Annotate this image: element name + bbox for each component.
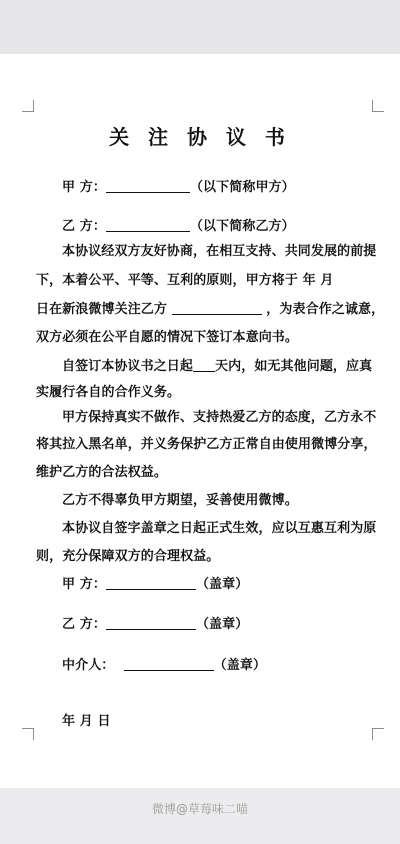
party-a-line (62, 176, 295, 195)
paragraph-2-line-2: 实履行各自的合作义务。 (36, 385, 181, 400)
signature-party-a-blank (106, 576, 196, 590)
margin-corner-mark-top-left (22, 100, 34, 112)
signature-middleman-blank (124, 657, 214, 671)
paragraph-3-line-3: 维护乙方的合法权益。 (36, 465, 168, 480)
party-a-label: 甲 方： (62, 180, 106, 195)
signature-party-a-stamp: （盖章） (195, 577, 249, 592)
party-a-note: （以下简称甲方） (189, 180, 295, 195)
paragraph-4-line-1: 乙方不得辜负甲方期望，妥善使用微博。 (62, 493, 298, 508)
paragraph-1-line-3-end: ，为表合作之诚意， (266, 302, 385, 317)
paragraph-1-line-1: 本协议经双方友好协商，在相互支持、共同发展的前提 (62, 244, 377, 259)
signature-party-a (62, 573, 248, 592)
watermark: 微博@草莓味二喵 (151, 802, 248, 816)
signature-party-b (62, 613, 248, 632)
party-a-blank (106, 179, 190, 193)
margin-corner-mark-bottom-right (372, 728, 384, 740)
paragraph-2-line-1-start: 自签订本协议书之日起 (62, 359, 194, 374)
paragraph-1-line-3 (36, 298, 384, 317)
margin-corner-mark-top-right (372, 100, 384, 112)
signature-party-b-stamp: （盖章） (195, 617, 249, 632)
signature-middleman (62, 654, 266, 673)
paragraph-1-line-3-start: 日在新浪微博关注乙方 (36, 302, 168, 317)
paragraph-5-line-2: 则，充分保障双方的合理权益。 (36, 549, 220, 564)
party-b-line (62, 215, 295, 234)
paragraph-2-line-1 (62, 355, 372, 374)
paragraph-3-line-2: 将其拉入黑名单，并义务保护乙方正常自由使用微博分享， (36, 437, 377, 452)
paragraph-5-line-1: 本协议自签字盖章之日起正式生效，应以互惠互利为原 (62, 521, 377, 536)
paragraph-2-line-1-end: 天内，如无其他问题，应真 (215, 359, 373, 374)
paragraph-3-line-1: 甲方保持真实不做作、支持热爱乙方的态度，乙方永不 (62, 410, 377, 425)
document-title: 关 注 协 议 书 (109, 125, 291, 149)
signature-middleman-label: 中介人： (62, 658, 115, 673)
top-toolbar-area (0, 0, 400, 54)
paragraph-1-line-4: 双方必须在公平自愿的情况下签订本意向书。 (36, 330, 299, 345)
paragraph-1-line-2: 下，本着公平、平等、互利的原则，甲方将于 年 月 (36, 273, 334, 288)
party-b-note: （以下简称乙方） (189, 219, 295, 234)
party-b-blank (106, 218, 190, 232)
signature-middleman-stamp: （盖章） (213, 658, 267, 673)
date-blank (172, 301, 262, 315)
party-b-label: 乙 方： (62, 219, 106, 234)
margin-corner-mark-bottom-left (22, 728, 34, 740)
signature-party-b-label: 乙 方： (62, 617, 106, 632)
date-line: 年 月 日 (62, 714, 111, 729)
signature-party-b-blank (106, 616, 196, 630)
days-blank (193, 358, 215, 372)
signature-party-a-label: 甲 方： (62, 577, 106, 592)
